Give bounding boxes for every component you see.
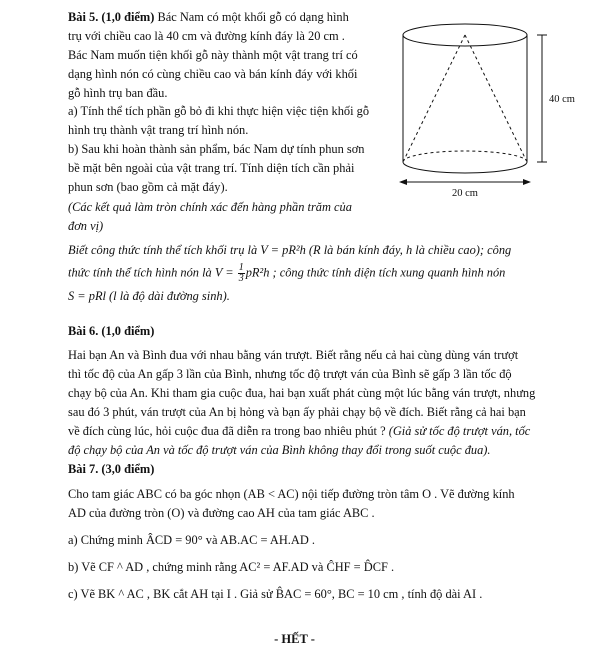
bai5-part-b-line: b) Sau khi hoàn thành sản phẩm, bác Nam dự tính phun sơn xyxy=(68,142,365,156)
bai6-italic-note-line2: độ chạy bộ của An và tốc độ trượt ván của Bình không thay đổi trong suốt cuộc đua). xyxy=(68,443,491,457)
bai6-section xyxy=(68,322,538,460)
bai5-part-b-line: bề mặt bên ngoài của vật trang trí. Tính diện tích cần phải xyxy=(68,161,355,175)
bai5-title: Bài 5. (1,0 điểm) xyxy=(68,10,155,24)
bai7-title: Bài 7. (3,0 điểm) xyxy=(68,462,155,476)
bai7-intro-line: AD của đường tròn (O) và đường cao AH của tam giác ABC . xyxy=(68,506,375,520)
formula-line-3: S = pRl (l là độ dài đường sinh). xyxy=(68,289,230,303)
bai5-part-a-line: a) Tính thể tích phần gỗ bỏ đi khi thực hiện việc tiện khối gỗ xyxy=(68,104,370,118)
bai5-note-line: đơn vị) xyxy=(68,219,104,233)
formula-line-2 xyxy=(68,263,553,284)
bai7-part-b: b) Vẽ CF ^ AD , chứng minh rằng AC² = AF.AD và ĈHF = D̂CF . xyxy=(68,560,395,574)
bai5-part-b xyxy=(68,140,388,197)
bai5-intro-line: Bác Nam có một khối gỗ có dạng hình xyxy=(154,10,349,24)
formula-line-1: Biết công thức tính thể tích khối trụ là V = pR²h (R là bán kính đáy, h là chiều cao); công xyxy=(68,243,512,257)
bai7-section xyxy=(68,460,548,604)
bai6-line: chạy bộ của An. Khi tham gia cuộc đua, hai bạn xuất phát cùng một lúc bằng ván trượt, nhưng xyxy=(68,386,536,400)
bai5-intro-line: dạng hình nón có cùng chiều cao và bán kính đáy với khối xyxy=(68,67,358,81)
formula-line-2-end: pR²h ; công thức tính diện tích xung quanh hình nón xyxy=(245,265,506,280)
bai5-formulas xyxy=(68,241,553,306)
bai5-part-b-line: phun sơn (bao gồm cả mặt đáy). xyxy=(68,180,228,194)
diameter-label: 20 cm xyxy=(452,188,478,199)
bai5-part-a xyxy=(68,102,388,140)
diameter-arrow-left xyxy=(399,179,407,185)
fraction-numerator: 1 xyxy=(238,262,244,273)
one-third-fraction xyxy=(238,263,245,284)
fraction-denominator: 3 xyxy=(238,273,244,284)
bai5-rounding-note xyxy=(68,198,388,236)
end-marker: - HẾT - xyxy=(274,632,315,646)
bai6-line: Hai bạn An và Bình đua với nhau bằng ván trượt. Biết rằng nếu cả hai cùng dùng ván trượt xyxy=(68,348,519,362)
bai7-part-c: c) Vẽ BK ^ AC , BK cắt AH tại I . Giả sử B̂AC = 60°, BC = 10 cm , tính độ dài AI . xyxy=(68,587,483,601)
cylinder-bottom-back-arc xyxy=(403,151,527,162)
bai5-note-line: (Các kết quả làm tròn chính xác đến hàng phần trăm của xyxy=(68,200,352,214)
cylinder-bottom-front-arc xyxy=(403,162,527,173)
bai5-part-a-line: hình trụ thành vật trang trí hình nón. xyxy=(68,123,249,137)
bai5-intro xyxy=(68,8,388,103)
cone-right-slant xyxy=(465,35,526,160)
bai7-part-a: a) Chứng minh ÂCD = 90° và AB.AC = AH.AD . xyxy=(68,533,315,547)
height-label: 40 cm xyxy=(549,94,575,105)
bai6-italic-note: (Giả sử tốc độ trượt ván, tốc xyxy=(388,424,531,438)
bai6-line: sau đó 3 phút, ván trượt của An bị hỏng và bạn ấy phải chạy bộ về đích. Biết rằng cả hai bạn xyxy=(68,405,526,419)
bai5-intro-line: Bác Nam muốn tiện khối gỗ này thành một vật trang trí có xyxy=(68,48,358,62)
bai7-intro-line: Cho tam giác ABC có ba góc nhọn (AB < AC) nội tiếp đường tròn tâm O . Vẽ đường kính xyxy=(68,487,515,501)
bai5-intro-line: trụ với chiều cao là 40 cm và đường kính đáy là 20 cm . xyxy=(68,29,345,43)
bai6-line: thì tốc độ của An gấp 3 lần của Bình, nhưng tốc độ trượt ván của Bình sẽ gấp 3 lần tốc độ xyxy=(68,367,512,381)
cone-left-slant xyxy=(404,35,465,160)
cylinder-cone-figure xyxy=(390,10,585,200)
bai5-intro-line: gỗ hình trụ ban đầu. xyxy=(68,86,168,100)
diameter-arrow-right xyxy=(523,179,531,185)
formula-line-2-start: thức tính thể tích hình nón là V = xyxy=(68,265,237,280)
bai6-line: về đích cùng lúc, hỏi cuộc đua đã diễn ra trong bao nhiêu phút ? xyxy=(68,424,389,438)
bai6-title: Bài 6. (1,0 điểm) xyxy=(68,324,155,338)
